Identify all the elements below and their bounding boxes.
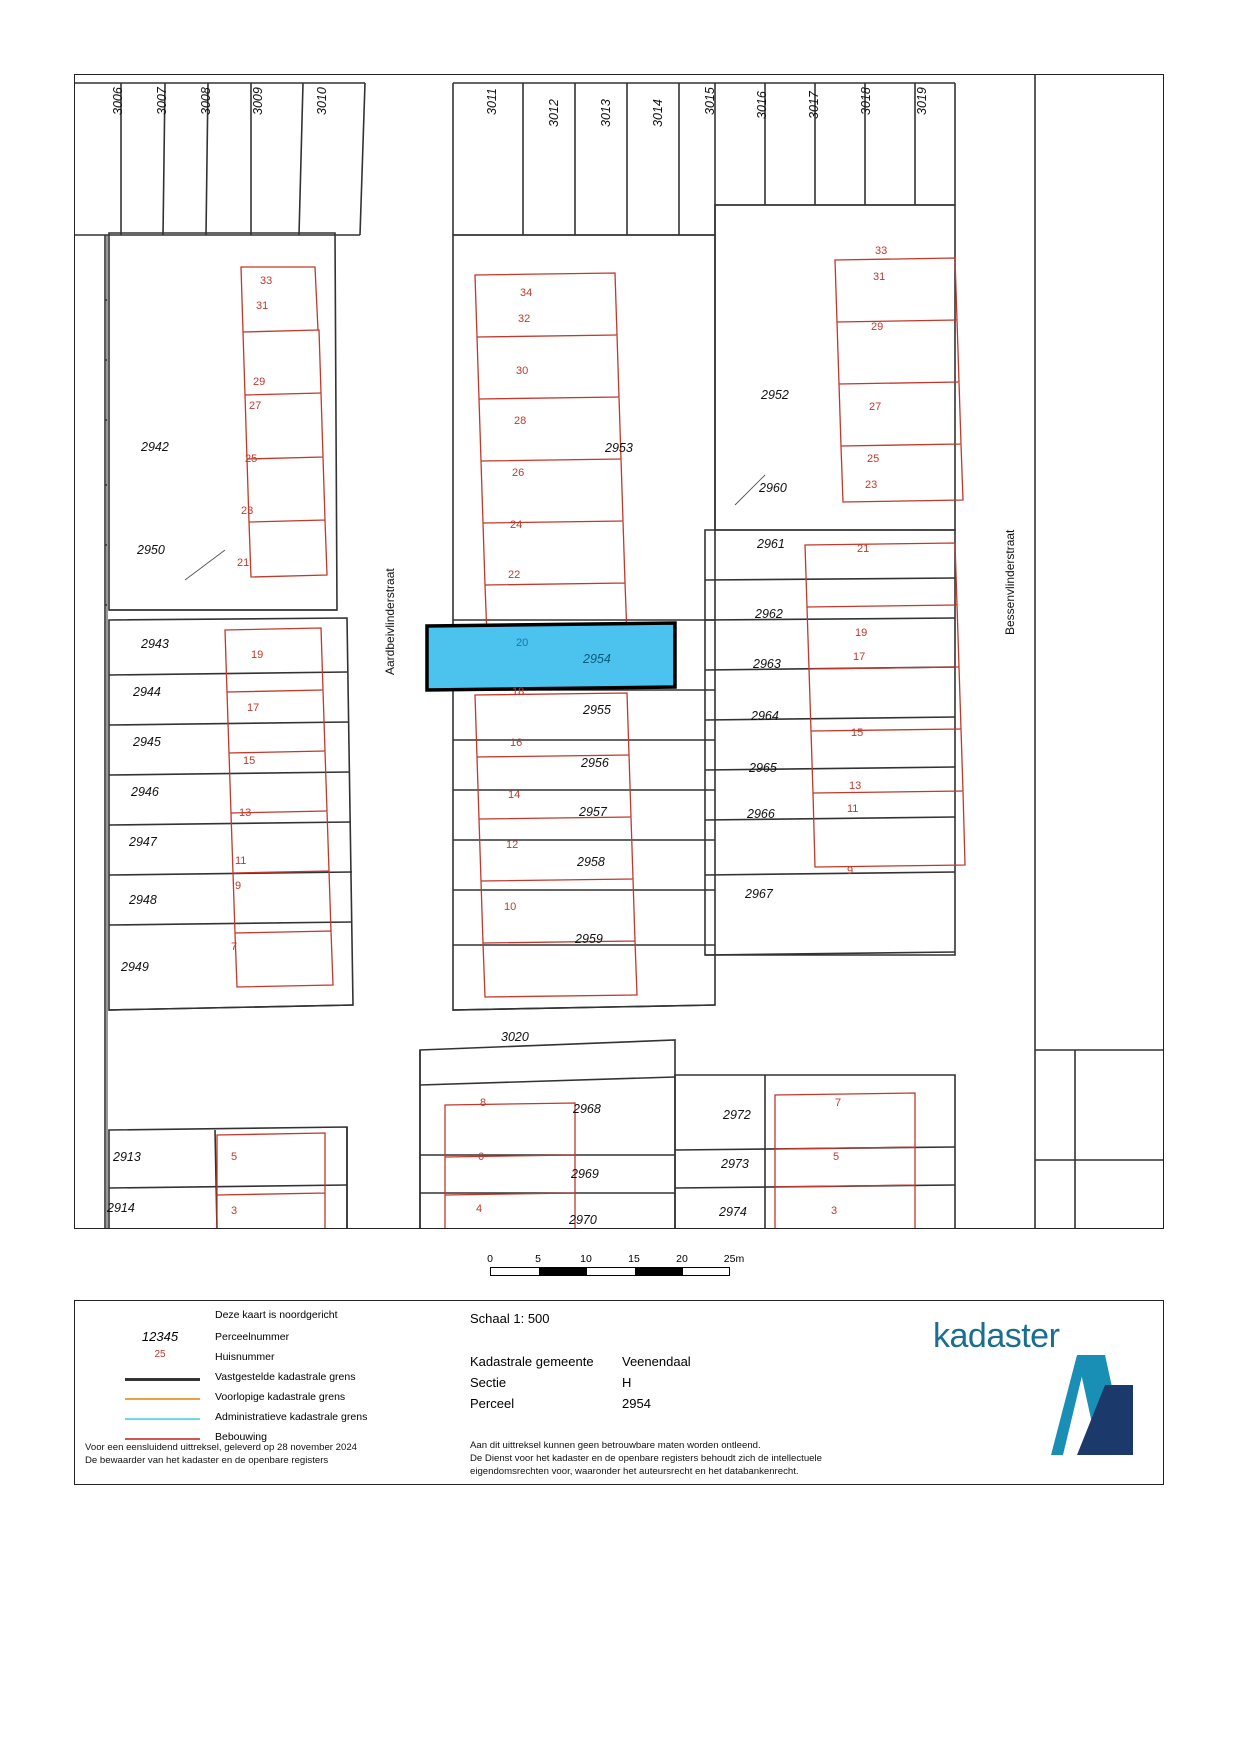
house-number-32: 32	[518, 313, 531, 325]
parcel-label-2953: 2953	[605, 441, 633, 455]
legend-line-vastgesteld	[125, 1378, 200, 1381]
parcel-label-2961: 2961	[757, 537, 785, 551]
house-number-9-east: 9	[847, 865, 854, 877]
disclaimer-line2: De Dienst voor het kadaster en de openbare registers behoudt zich de intellectuele	[470, 1453, 822, 1464]
parcel-number-3012: 3012	[547, 99, 561, 127]
parcel-label-2963: 2963	[753, 657, 781, 671]
legend-symbols	[85, 1309, 440, 1449]
house-number-13-west: 13	[239, 807, 252, 819]
scale-bar-segment-2	[635, 1268, 683, 1275]
house-number-23-east: 23	[865, 479, 878, 491]
legend-disclaimer	[470, 1439, 822, 1478]
parcel-number-3011: 3011	[485, 88, 499, 115]
parcel-label-2955: 2955	[583, 703, 611, 717]
field-kadastrale-gemeente	[470, 1354, 890, 1375]
legend-row-voorlopige-grens	[85, 1389, 440, 1409]
parcel-number-3015: 3015	[703, 87, 717, 115]
parcel-label-2962: 2962	[755, 607, 783, 621]
parcel-label-2964: 2964	[751, 709, 779, 723]
disclaimer-line3: eigendomsrechten voor, waaronder het auteursrecht en het databankenrecht.	[470, 1466, 799, 1477]
field-key-gemeente: Kadastrale gemeente	[470, 1354, 594, 1369]
field-perceel	[470, 1396, 890, 1417]
parcel-label-2960: 2960	[759, 481, 787, 495]
scale-bar-segment-1	[539, 1268, 587, 1275]
house-number-22: 22	[508, 569, 521, 581]
parcel-number-3014: 3014	[651, 99, 665, 127]
house-number-33-west: 33	[260, 275, 273, 287]
legend-orientation-note: Deze kaart is noordgericht	[215, 1309, 338, 1321]
legend-line-administratief	[125, 1418, 200, 1420]
house-number-15-east: 15	[851, 727, 864, 739]
scale-bar	[470, 1253, 770, 1287]
parcel-label-2943: 2943	[141, 637, 169, 651]
house-number-34: 34	[520, 287, 533, 299]
parcel-label-2965: 2965	[749, 761, 777, 775]
parcel-label-2969: 2969	[571, 1167, 599, 1181]
parcel-label-2950: 2950	[137, 543, 165, 557]
parcel-label-2944: 2944	[133, 685, 161, 699]
scale-tick-10: 10	[580, 1253, 592, 1265]
parcel-number-3008: 3008	[199, 87, 213, 115]
house-number-27-east: 27	[869, 401, 882, 413]
house-number-29-west: 29	[253, 376, 266, 388]
house-number-3-west: 3	[231, 1205, 238, 1217]
parcel-label-2949: 2949	[121, 960, 149, 974]
cadastral-map[interactable]	[74, 74, 1164, 1229]
scale-tick-5: 5	[535, 1253, 541, 1265]
highlighted-parcel-2954[interactable]	[427, 623, 675, 690]
parcel-label-2966: 2966	[747, 807, 775, 821]
parcel-label-2956: 2956	[581, 756, 609, 770]
legend-row-huisnummer	[85, 1349, 440, 1369]
parcel-label-2968: 2968	[573, 1102, 601, 1116]
parcel-label-2959: 2959	[575, 932, 603, 946]
house-number-26: 26	[512, 467, 525, 479]
house-number-17-west: 17	[247, 702, 260, 714]
legend-label-bebouwing: Bebouwing	[215, 1431, 267, 1443]
field-key-perceel: Perceel	[470, 1396, 515, 1411]
house-number-11-east: 11	[847, 803, 859, 815]
house-number-7-east: 7	[835, 1097, 842, 1109]
parcel-number-3007: 3007	[155, 87, 169, 115]
house-number-29-east: 29	[871, 321, 884, 333]
legend-row-vastgestelde-grens	[85, 1369, 440, 1389]
house-number-30: 30	[516, 365, 529, 377]
disclaimer-line1: Aan dit uittreksel kunnen geen betrouwbare maten worden ontleend.	[470, 1440, 761, 1451]
house-number-25-west: 25	[245, 453, 258, 465]
house-number-8: 8	[480, 1097, 487, 1109]
parcel-label-2973: 2973	[721, 1157, 749, 1171]
legend-label-vastgesteld: Vastgestelde kadastrale grens	[215, 1371, 356, 1383]
map-geometry	[75, 75, 1164, 1229]
legend-symbol-perceelnummer: 12345	[141, 1329, 179, 1344]
parcel-number-3016: 3016	[755, 91, 769, 119]
field-value-perceel: 2954	[622, 1396, 651, 1411]
legend-line-bebouwing	[125, 1438, 200, 1440]
house-number-7-west: 7	[231, 941, 238, 953]
parcel-label-2970: 2970	[569, 1213, 597, 1227]
legend-panel	[74, 1300, 1164, 1485]
scale-tick-20: 20	[676, 1253, 688, 1265]
house-number-6: 6	[478, 1151, 485, 1163]
parcel-number-3006: 3006	[111, 87, 125, 115]
legend-footer-line1: Voor een eensluidend uittreksel, geleverd op 28 november 2024	[85, 1442, 358, 1453]
house-number-11-west: 11	[235, 855, 247, 867]
house-number-5-west: 5	[231, 1151, 238, 1163]
legend-row-administratieve-grens	[85, 1409, 440, 1429]
house-number-5-east: 5	[833, 1151, 840, 1163]
field-value-gemeente: Veenendaal	[622, 1354, 691, 1369]
parcel-label-2947: 2947	[129, 835, 157, 849]
house-number-27-west: 27	[249, 400, 262, 412]
parcel-number-3019: 3019	[915, 87, 929, 115]
street-label-bessenvlinderstraat: Bessenvlinderstraat	[1003, 529, 1017, 635]
parcel-label-2945: 2945	[133, 735, 161, 749]
legend-line-voorlopig	[125, 1398, 200, 1400]
parcel-label-2972: 2972	[723, 1108, 751, 1122]
scale-tick-0: 0	[487, 1253, 493, 1265]
legend-label-administratief: Administratieve kadastrale grens	[215, 1411, 368, 1423]
house-number-18: 18	[512, 686, 525, 698]
house-number-13-east: 13	[849, 780, 862, 792]
parcel-label-2974: 2974	[719, 1205, 747, 1219]
scale-bar-track	[490, 1267, 730, 1276]
parcel-label-2914: 2914	[107, 1201, 135, 1215]
parcel-number-3009: 3009	[251, 87, 265, 115]
house-number-19-east: 19	[855, 627, 868, 639]
parcel-label-2952: 2952	[761, 388, 789, 402]
house-number-23-west: 23	[241, 505, 254, 517]
scale-tick-25m: 25m	[723, 1253, 745, 1265]
house-number-31-east: 31	[873, 271, 886, 283]
house-number-33-east: 33	[875, 245, 888, 257]
parcel-label-2967: 2967	[745, 887, 773, 901]
house-number-12: 12	[506, 839, 519, 851]
parcel-label-2913: 2913	[113, 1150, 141, 1164]
legend-label-huisnummer: Huisnummer	[215, 1351, 275, 1363]
parcel-label-2958: 2958	[577, 855, 605, 869]
legend-details	[470, 1311, 890, 1417]
field-value-sectie: H	[622, 1375, 632, 1390]
field-key-sectie: Sectie	[470, 1375, 507, 1390]
parcel-label-2957: 2957	[579, 805, 607, 819]
legend-row-perceelnummer	[85, 1329, 440, 1349]
kadaster-wordmark: kadaster	[933, 1317, 1060, 1355]
house-number-17-east: 17	[853, 651, 866, 663]
street-label-aardbeivlinderstraat: Aardbeivlinderstraat	[383, 568, 397, 675]
house-number-14: 14	[508, 789, 521, 801]
house-number-16: 16	[510, 737, 523, 749]
kadaster-logo	[927, 1307, 1157, 1477]
house-number-28: 28	[514, 415, 527, 427]
scale-tick-15: 15	[628, 1253, 640, 1265]
parcel-label-2954: 2954	[583, 652, 611, 666]
legend-symbol-huisnummer: 25	[154, 1349, 166, 1360]
legend-row-orientation	[85, 1309, 440, 1329]
parcel-number-3013: 3013	[599, 99, 613, 127]
field-sectie	[470, 1375, 890, 1396]
house-number-4: 4	[476, 1203, 483, 1215]
parcel-label-2946: 2946	[131, 785, 159, 799]
legend-label-perceelnummer: Perceelnummer	[215, 1331, 290, 1343]
parcel-number-3018: 3018	[859, 87, 873, 115]
parcel-label-3020: 3020	[501, 1030, 529, 1044]
legend-footer-left	[85, 1441, 357, 1467]
parcel-label-2942: 2942	[141, 440, 169, 454]
house-number-21-east: 21	[857, 543, 870, 555]
parcel-number-3017: 3017	[807, 91, 821, 119]
house-number-15-west: 15	[243, 755, 256, 767]
house-number-24: 24	[510, 519, 523, 531]
parcel-label-2948: 2948	[129, 893, 157, 907]
house-number-3-east: 3	[831, 1205, 838, 1217]
legend-label-voorlopig: Voorlopige kadastrale grens	[215, 1391, 346, 1403]
house-number-19-west: 19	[251, 649, 264, 661]
house-number-31-west: 31	[256, 300, 269, 312]
parcel-number-3010: 3010	[315, 87, 329, 115]
scale-label: Schaal 1: 500	[470, 1311, 550, 1326]
house-number-21-west: 21	[237, 557, 250, 569]
legend-footer-line2: De bewaarder van het kadaster en de openbare registers	[85, 1455, 329, 1466]
house-number-9-west: 9	[235, 880, 242, 892]
house-number-25-east: 25	[867, 453, 880, 465]
house-number-10: 10	[504, 901, 517, 913]
house-number-20: 20	[516, 637, 529, 649]
